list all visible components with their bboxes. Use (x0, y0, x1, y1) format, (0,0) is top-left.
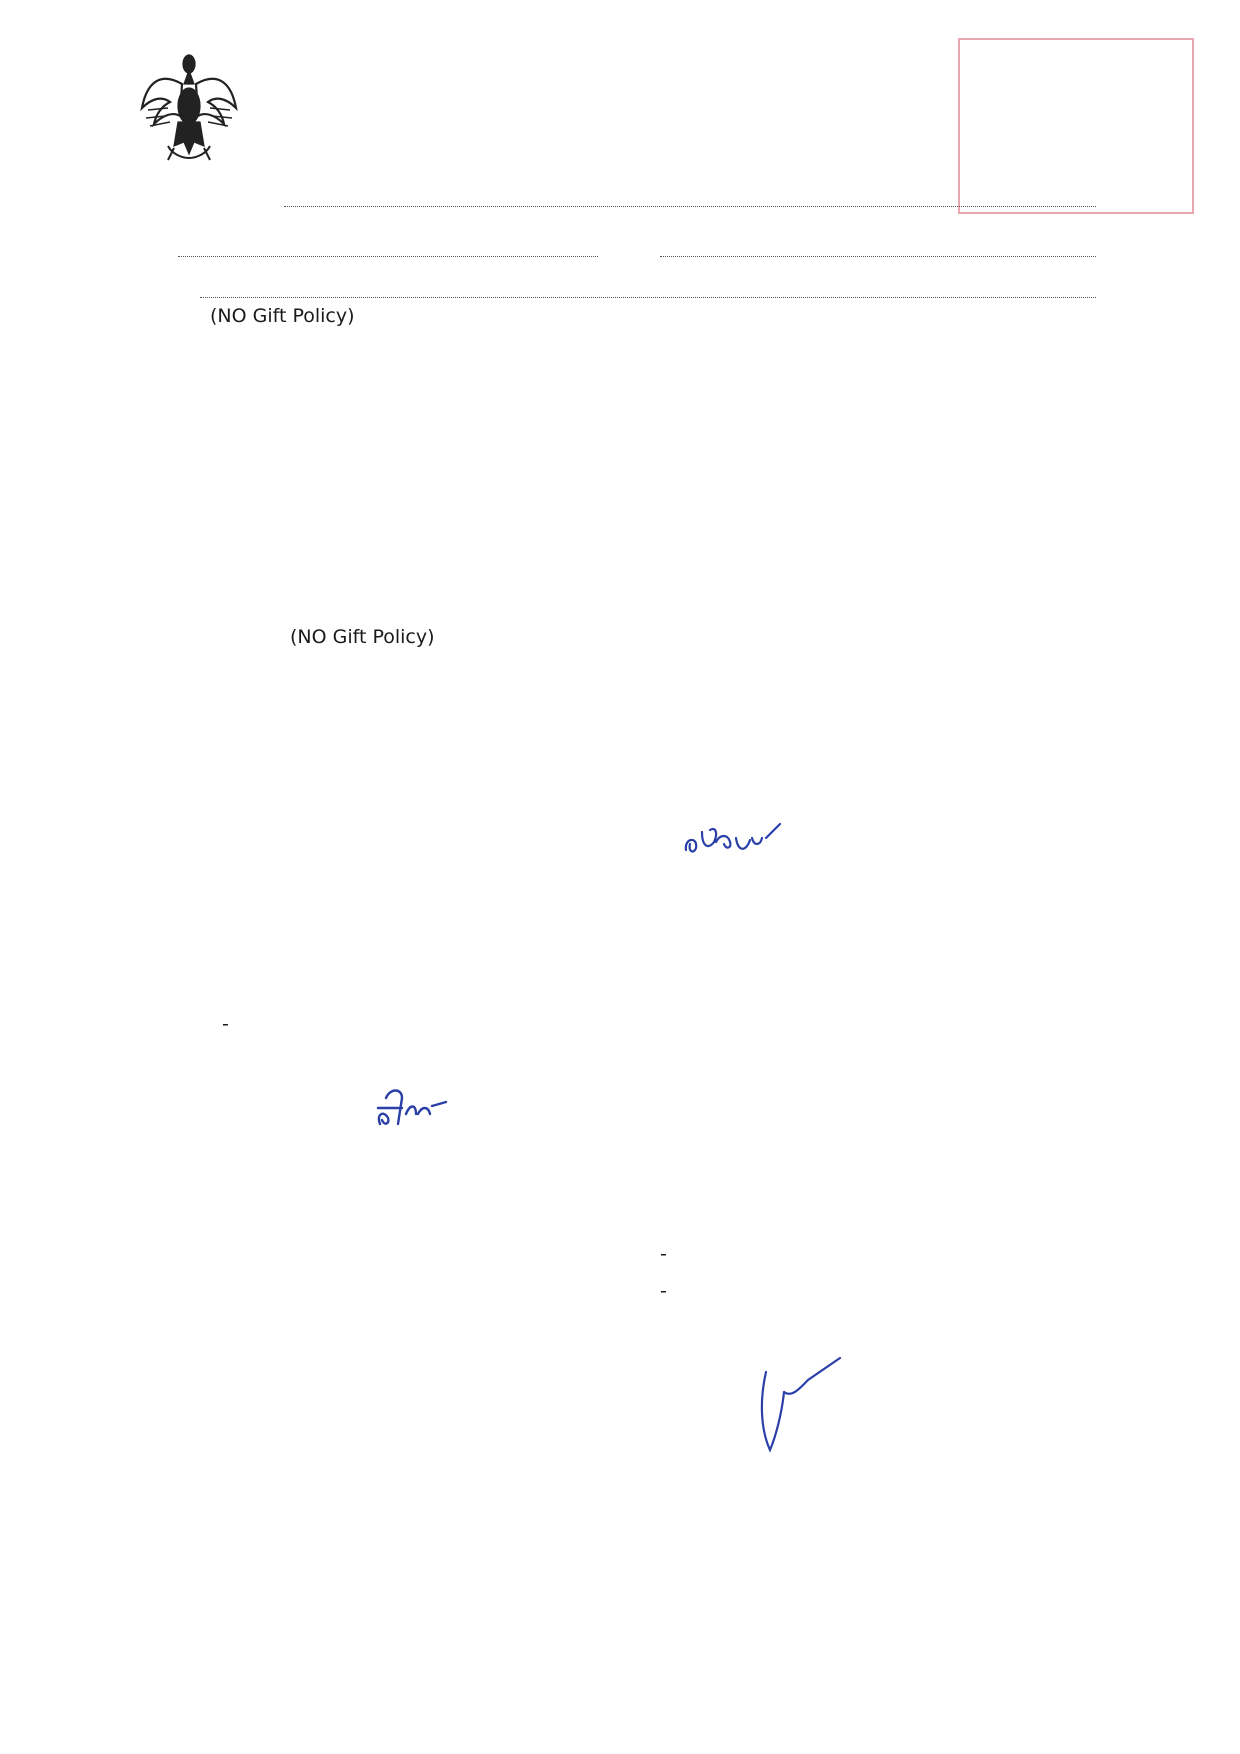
note-item-row (222, 1013, 255, 1035)
agency-row (146, 180, 1096, 206)
doc-no-row (146, 227, 152, 253)
doc-date-underline (660, 256, 1096, 257)
decision-dash-1: - (660, 1243, 667, 1265)
signature-chairman (372, 1084, 452, 1130)
salutation-row (146, 362, 154, 388)
p2-policy: (NO Gift Policy) (290, 626, 435, 648)
decision-approve-row (660, 1243, 677, 1265)
garuda-emblem (138, 50, 240, 162)
signature-officer (680, 812, 790, 860)
body-paragraph-2 (146, 622, 1096, 652)
decision-signed-row (660, 1280, 677, 1302)
subject-line2 (210, 305, 355, 327)
note-to-row (146, 976, 166, 998)
subject-row (146, 270, 1096, 292)
subject-line2-policy: (NO Gift Policy) (210, 305, 355, 327)
agency-underline (284, 206, 1096, 207)
doc-no-underline (178, 256, 598, 257)
doc-date-row (600, 227, 632, 253)
note-item-dash: - (222, 1013, 229, 1035)
subject-underline (200, 297, 1096, 298)
decision-dash-2: - (660, 1280, 667, 1302)
signature-director (748, 1352, 848, 1462)
